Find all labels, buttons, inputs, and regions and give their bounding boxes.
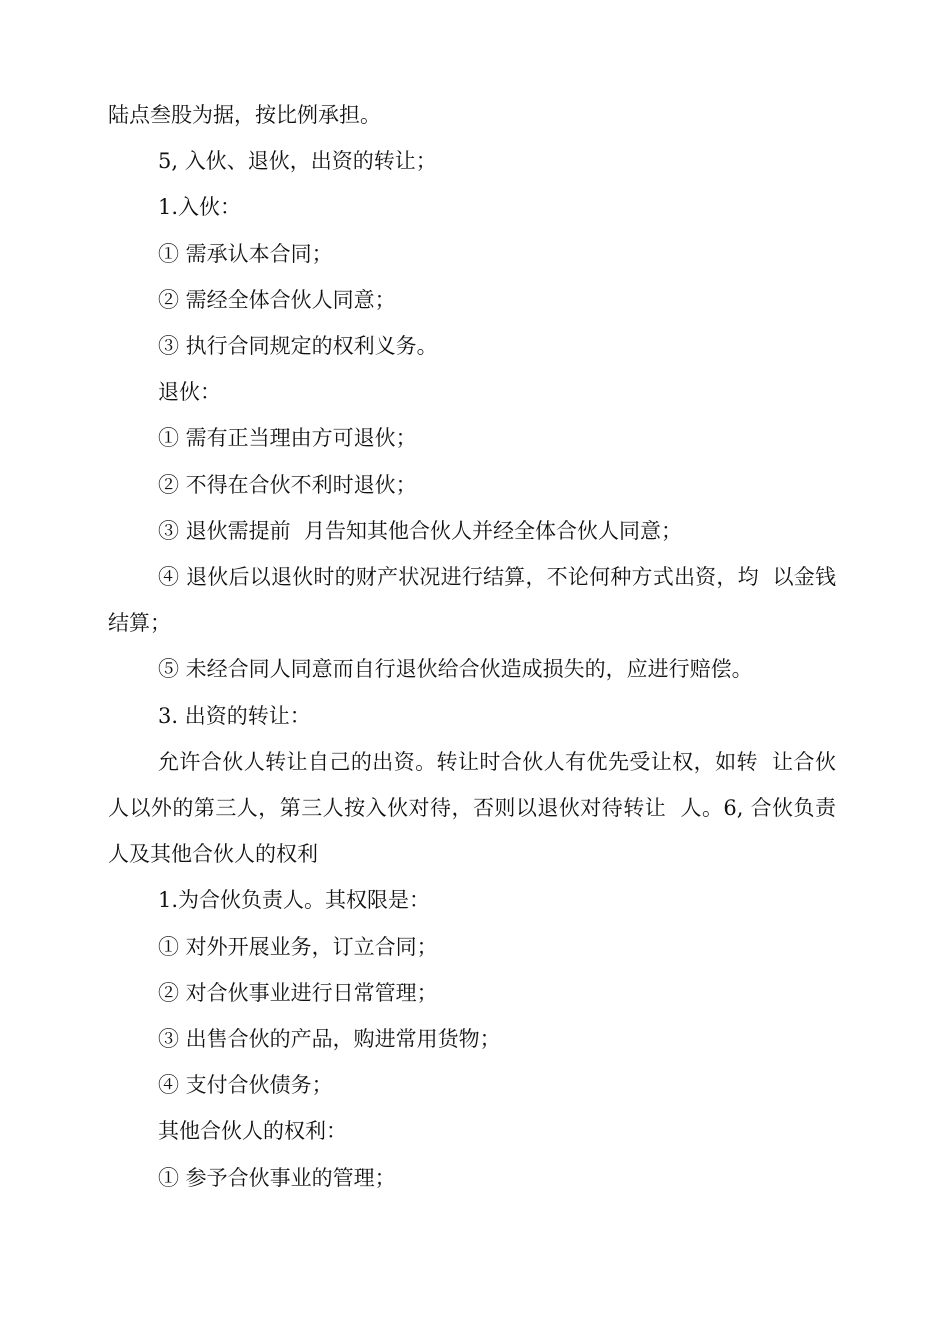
- section-heading-admission-withdrawal: 5, 入伙、退伙，出资的转让；: [158, 149, 437, 174]
- subheading-transfer: 3. 出资的转让：: [158, 703, 311, 728]
- subheading-other-partner-rights: 其他合伙人的权利：: [158, 1119, 347, 1144]
- list-item: ② 对合伙事业进行日常管理；: [158, 980, 438, 1005]
- list-item: ④ 退伙后以退伙时的财产状况进行结算，不论何种方式出资，均 以金钱结算；: [108, 565, 836, 636]
- subheading-admission: 1.入伙：: [158, 195, 242, 220]
- subheading-manager-authority: 1.为合伙负责人。其权限是：: [158, 888, 431, 913]
- list-item: ③ 出售合伙的产品，购进常用货物；: [158, 1027, 501, 1052]
- list-item: ② 不得在合伙不利时退伙；: [158, 472, 417, 497]
- list-item: ① 对外开展业务，订立合同；: [158, 934, 438, 959]
- document-body: [108, 92, 836, 1201]
- paragraph-transfer: 允许合伙人转让自己的出资。转让时合伙人有优先受让权，如转 让合伙人以外的第三人，第三人按入伙对待，否则以退伙对待转让 人。6, 合伙负责人及其他合伙人的权利: [108, 749, 836, 867]
- list-item: ③ 执行合同规定的权利义务。: [158, 334, 438, 359]
- list-item: ② 需经全体合伙人同意；: [158, 287, 396, 312]
- list-item: ① 需承认本合同；: [158, 241, 333, 266]
- paragraph-cost-sharing: 陆点叁股为据，按比例承担。: [108, 103, 381, 127]
- list-item: ① 参予合伙事业的管理；: [158, 1165, 396, 1190]
- subheading-withdrawal: 退伙：: [158, 380, 221, 405]
- list-item: ④ 支付合伙债务；: [158, 1073, 333, 1098]
- list-item: ③ 退伙需提前 月告知其他合伙人并经全体合伙人同意；: [158, 518, 683, 543]
- list-item: ⑤ 未经合同人同意而自行退伙给合伙造成损失的，应进行赔偿。: [158, 657, 753, 682]
- list-item: ① 需有正当理由方可退伙；: [158, 426, 417, 451]
